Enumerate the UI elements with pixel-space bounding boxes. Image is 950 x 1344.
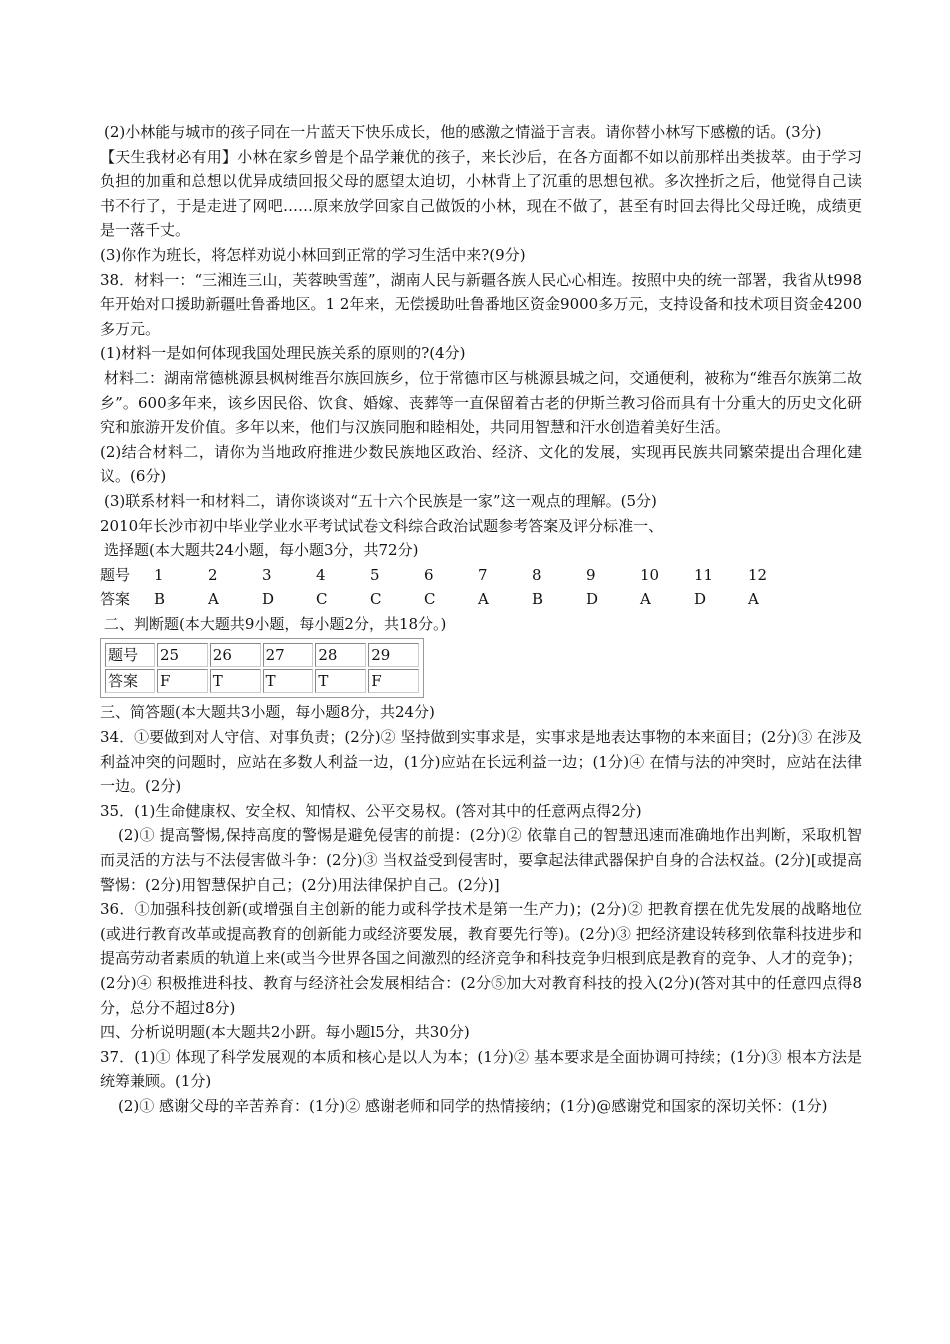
table-cell: 2 — [208, 565, 218, 584]
table-cell: 4 — [316, 565, 326, 584]
table-cell: A — [478, 590, 489, 609]
table-cell: 27 — [263, 643, 314, 667]
answer-36: 36．①加强科技创新(或增强自主创新的能力或科学技术是第一生产力)；(2分)② 把教育摆在优先发展的战略地位(或进行教育改革或提高教育的创新能力或经济要发展，教育要先行等)。(2分)③ 把经济建设转移到依靠科技进步和提高劳动者素质的轨道上来(或当今世界各国之间激烈的经济竞争和科技竞争归根到底是教育的竞争、人才的竞争)；(2分)④ 积极推进科技、教育与经济社会发展相结合：(2分⑤加大对教育科技的投入(2分)(答对其中的任意四点得8分，总分不超过8分) — [100, 900, 862, 1017]
answer-35-part2: (2)① 提高警惕,保持高度的警惕是避免侵害的前提：(2分)② 依靠自己的智慧迅速而准确地作出判断，采取机智而灵活的方法与不法侵害做斗争：(2分)③ 当权益受到侵害时，要拿起法律武器保护自身的合法权益。(2分)[或提高警惕：(2分)用智慧保护自己；(2分)用法律保护自己。(2分)] — [100, 826, 862, 894]
section3-heading: 三、简答题(本大题共3小题，每小题8分，共24分) — [100, 703, 435, 722]
table-cell: D — [586, 590, 599, 609]
table-cell: 8 — [532, 565, 542, 584]
table-cell: 28 — [315, 643, 366, 667]
answer-label: 答案 — [100, 590, 131, 609]
table-cell: 25 — [157, 643, 208, 667]
q38-part3: (3)联系材料一和材料二，请你谈谈对“五十六个民族是一家”这一观点的理解。(5分) — [104, 491, 657, 510]
table-cell: 12 — [748, 565, 768, 584]
table-cell: 5 — [370, 565, 380, 584]
document-page — [100, 120, 862, 1119]
table-cell: 10 — [640, 565, 660, 584]
table-cell: 11 — [694, 565, 714, 584]
q38-material1: 38．材料一：“三湘连三山，芙蓉映雪莲”，湖南人民与新疆各族人民心心相连。按照中央的统一部署，我省从t998年开始对口援助新疆吐鲁番地区。1 2年来，无偿援助吐鲁番地区资金9000多万元，支持设备和技术项目资金4200多万元。 — [100, 270, 862, 338]
answer-37-part2: (2)① 感谢父母的辛苦养育：(1分)② 感谢老师和同学的热情接纳；(1分)@感谢党和国家的深切关怀：(1分) — [118, 1096, 828, 1115]
table-row — [100, 563, 802, 588]
judge-table-frame — [100, 638, 424, 698]
q37-part2: (2)小林能与城市的孩子同在一片蓝天下快乐成长，他的感激之情溢于言表。请你替小林写下感檄的话。(3分) — [104, 123, 822, 141]
section4-heading: 四、分析说明题(本大题共2小趼。每小题l5分，共30分) — [100, 1023, 470, 1042]
judge-answer-table — [103, 641, 421, 695]
table-row — [105, 643, 419, 667]
table-cell: 1 — [154, 565, 164, 584]
answer-34: 34．①要做到对人守信、对事负责；(2分)② 坚持做到实事求是，实事求是地表达事物的本来面目；(2分)③ 在涉及利益冲突的问题时，应站在多数人利益一边，(1分)应站在长远利益一边；(1分)④ 在情与法的冲突时，应站在法律一边。(2分) — [100, 728, 862, 796]
q37-part3: (3)你作为班长，将怎样劝说小林回到正常的学习生活中来?(9分) — [100, 245, 526, 264]
table-cell: A — [748, 590, 759, 609]
section1-heading: 选择题(本大题共24小题，每小题3分，共72分) — [104, 541, 419, 560]
header-label: 题号 — [105, 643, 155, 667]
table-cell: 7 — [478, 565, 488, 584]
table-cell: D — [262, 590, 275, 609]
answer-label: 答案 — [105, 669, 155, 693]
table-cell: A — [640, 590, 651, 609]
answer-35-part1: 35．(1)生命健康权、安全权、知情权、公平交易权。(答对其中的任意两点得2分) — [100, 801, 642, 820]
table-cell: T — [210, 669, 261, 693]
q38-part1: (1)材料一是如何体现我国处理民族关系的原则的?(4分) — [100, 344, 466, 363]
table-cell: C — [370, 590, 382, 609]
table-cell: B — [154, 590, 166, 609]
choice-answer-table — [100, 563, 802, 612]
header-label: 题号 — [100, 565, 131, 584]
section2-heading: 二、判断题(本大题共9小题，每小题2分，共18分。) — [104, 614, 447, 633]
answer-title: 2010年长沙市初中毕业学业水平考试试卷文科综合政治试题参考答案及评分标准一、 — [100, 516, 664, 535]
table-row — [105, 669, 419, 693]
answer-37-part1: 37．(1)① 体现了科学发展观的本质和核心是以人为本；(1分)② 基本要求是全面协调可持续；(1分)③ 根本方法是统筹兼顾。(1分) — [100, 1047, 862, 1091]
table-cell: 6 — [424, 565, 434, 584]
table-cell: 3 — [262, 565, 272, 584]
table-cell: C — [424, 590, 436, 609]
table-cell: F — [157, 669, 208, 693]
table-cell: F — [368, 669, 419, 693]
table-cell: T — [315, 669, 366, 693]
q38-material2: 材料二：湖南常德桃源县枫树维吾尔族回族乡，位于常德市区与桃源县城之问，交通便利，被称为“维吾尔族第二故乡”。600多年来，该乡因民俗、饮食、婚嫁、丧葬等一直保留着古老的伊斯兰教习俗而具有十分重大的历史文化研究和旅游开发价值。多年以来，他们与汉族同胞和睦相处，共同用智慧和汗水创造着美好生活。 — [100, 368, 862, 437]
table-cell: 29 — [368, 643, 419, 667]
table-cell: D — [694, 590, 707, 609]
q37-story: 【天生我材必有用】小林在家乡曾是个品学兼优的孩子，来长沙后，在各方面都不如以前那样出类拔萃。由于学习负担的加重和总想以优异成绩回报父母的愿望太迫切，小林背上了沉重的思想包袱。多次挫折之后，他觉得自己读书不行了，于是走进了网吧……原来放学回家自己做饭的小林，现在不做了，甚至有时回去得比父母迁晚，成绩更是一落千丈。 — [100, 147, 862, 240]
table-cell: 26 — [210, 643, 261, 667]
table-row — [100, 587, 802, 612]
q38-part2: (2)结合材料二，请你为当地政府推进少数民族地区政治、经济、文化的发展，实现再民族共同繁荣提出合理化建议。(6分) — [100, 442, 862, 486]
table-cell: B — [532, 590, 544, 609]
table-cell: C — [316, 590, 328, 609]
table-cell: 9 — [586, 565, 596, 584]
table-cell: A — [208, 590, 219, 609]
table-cell: T — [263, 669, 314, 693]
